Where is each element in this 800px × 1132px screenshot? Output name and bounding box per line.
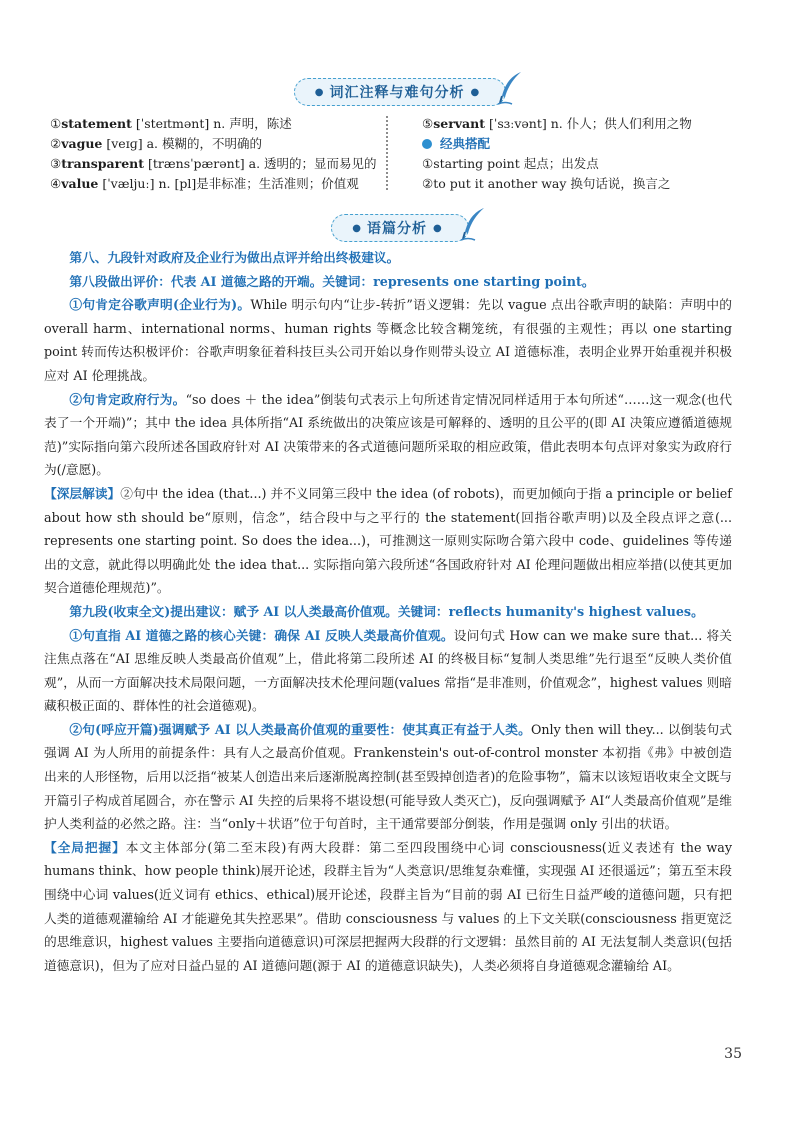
vocab-definition: n. 声明，陈述 bbox=[213, 116, 292, 131]
vocab-item: ④value [ˈvæljuː] n. [pl]是非标准；生活准则；价值观 bbox=[50, 176, 359, 191]
vocab-section-header bbox=[0, 76, 800, 108]
quill-pen-icon bbox=[460, 206, 486, 242]
vocab-word: vague bbox=[61, 136, 103, 151]
para8-deep-reading bbox=[44, 482, 732, 600]
vocab-section-title: 词汇注释与难句分析 bbox=[329, 85, 465, 101]
vocab-item: ③transparent [trænsˈpærənt] a. 透明的；显而易见的 bbox=[50, 156, 377, 171]
phrases-title: 经典搭配 bbox=[440, 136, 491, 151]
overview-paragraph bbox=[44, 836, 732, 978]
analysis-section-header bbox=[0, 212, 800, 244]
para9-s1-lead: ①句直指 AI 道德之路的核心关键：确保 AI 反映人类最高价值观。 bbox=[69, 627, 454, 643]
vocab-phonetic: [veɪɡ] bbox=[106, 136, 143, 151]
column-divider bbox=[386, 116, 388, 190]
vocab-phonetic: [ˈsɜːvənt] bbox=[489, 116, 547, 131]
deep-reading-tag: 【深层解读】 bbox=[44, 485, 121, 501]
para8-sentence1 bbox=[44, 293, 732, 387]
analysis-body bbox=[44, 246, 732, 977]
dot-icon: ● bbox=[314, 86, 324, 98]
vocab-word: servant bbox=[433, 116, 486, 131]
vocab-definition: n. [pl]是非标准；生活准则；价值观 bbox=[158, 176, 359, 191]
vocab-item: ①statement [ˈsteɪtmənt] n. 声明，陈述 bbox=[50, 116, 292, 131]
dot-icon: ● bbox=[470, 86, 480, 98]
para9-s2-lead: ②句(呼应开篇)强调赋予 AI 以人类最高价值观的重要性：使其真正有益于人类。 bbox=[69, 721, 531, 737]
para9-s2-text: Only then will they... 以倒装句式强调 AI 为人所用的前提条件：具有人之最高价值观。Frankenstein's out-of-control monster 本初指《弗》中被创造出来的人形怪物，后用以泛指“被某人创造出来后逐渐脱离控制(甚至毁掉创造者)的危险事物”，篇末以该短语收束全文既与开篇引子构成首尾圆合，亦在警示 AI 失控的后果将不堪设想(可能导致人类灭亡)，反向强调赋予 AI“人类最高价值观”是维护人类利益的必然之路。注：当“only＋状语”位于句首时，主干通常要部分倒装，作用是强调 only 引出的状语。 bbox=[44, 721, 732, 832]
para8-sentence2 bbox=[44, 388, 732, 482]
para8-s1-text: While 明示句内“让步-转折”语义逻辑：先以 vague 点出谷歌声明的缺陷：声明中的 overall harm、international norms、human rights 等概念比较含糊笼统，有很强的主观性；再以 one starting point 转而传达积极评价：谷歌声明象征着科技巨头公司开始以身作则带头设立 AI 道德标准，表明企业界开始重视并积极应对 AI 伦理挑战。 bbox=[44, 297, 732, 383]
vocab-left-column bbox=[50, 114, 395, 194]
phrase-item: ②to put it another way 换句话说，换言之 bbox=[422, 176, 671, 191]
vocab-phonetic: [ˈsteɪtmənt] bbox=[135, 116, 210, 131]
dot-icon: ● bbox=[433, 222, 442, 234]
dot-icon: ● bbox=[352, 222, 361, 234]
vocab-phonetic: [trænsˈpærənt] bbox=[148, 156, 245, 171]
vocab-definition: n. 仆人；供人们利用之物 bbox=[550, 116, 692, 131]
para8-s2-lead: ②句肯定政府行为。 bbox=[69, 391, 186, 407]
phrase-item: ①starting point 起点；出发点 bbox=[422, 156, 599, 171]
vocab-word: transparent bbox=[61, 156, 145, 171]
bullet-icon bbox=[422, 139, 432, 149]
para9-sentence1 bbox=[44, 624, 732, 718]
overview-text: 本文主体部分(第二至末段)有两大段群：第二至四段围绕中心词 consciousness(近义表述有 the way humans think、how people think)展开论述，段群主旨为“人类意识/思维复杂难懂，实现强 AI 还很遥远”；第五至末段围绕中心词 values(近义词有 ethics、ethical)展开论述，段群主旨为“目前的弱 AI 已衍生日益严峻的道德问题，只有把人类的道德观灌输给 AI 才能避免其失控恶果”。借助 consciousness 与 values 的上下文关联(consciousness 指更宽泛的思维意识，highest values 主要指向道德意识)可深层把握两大段群的行文逻辑：虽然目前的 AI 无法复制人类意识(包括道德意识)，但为了应对日益凸显的 AI 道德问题(源于 AI 的道德意识缺失)，人类必须将自身道德观念灌输给 AI。 bbox=[44, 839, 733, 973]
overview-tag: 【全局把握】 bbox=[44, 839, 126, 855]
para9-s1-text: 设问句式 How can we make sure that... 将关注焦点落在“AI 思维反映人类最高价值观”上，借此将第二段所述 AI 的终极目标“复制人类思维”先行退至“反映人类价值观”，从而一方面解决技术局限问题，一方面解决技术伦理问题(values 常指“是非准则，价值观念”，highest values 则暗藏积极正面的、群体性的社会道德观)。 bbox=[44, 627, 732, 714]
vocab-section-pill bbox=[294, 78, 506, 106]
vocab-definition: a. 模糊的，不明确的 bbox=[146, 136, 262, 151]
vocab-word: value bbox=[61, 176, 99, 191]
para9-heading: 第九段(收束全文)提出建议：赋予 AI 以人类最高价值观。关键词：reflects humanity's highest values。 bbox=[69, 603, 704, 619]
para8-s2-text: “so does ＋ the idea”倒装句式表示上句所述肯定情况同样适用于本句所述“……这一观念(也代表了一个开端)”；其中 the idea 具体所指“AI 系统做出的决策应该是可解释的、透明的且公平的(即 AI 决策应遵循道德规范)”实际指向第六段所述各国政府针对 AI 决策带来的各式道德问题所采取的相应政策，借此表明本句点评对象实为政府行为(/意愿)。 bbox=[44, 391, 732, 478]
vocab-item: ⑤servant [ˈsɜːvənt] n. 仆人；供人们利用之物 bbox=[422, 116, 692, 131]
deep-reading-text: ②句中 the idea (that...) 并不义同第三段中 the idea (of robots)，而更加倾向于指 a principle or belief about how sth should be“原则，信念”，结合段中与之平行的 the statement(回指谷歌声明)以及全段点评之意(... represents one starting point. So does the idea...)，可推测这一原则实际吻合第六段中 code、guidelines 等传递出的文意，就此得以明确此处 the idea that... 实际指向第六段所述“各国政府针对 AI 伦理问题做出相应举措(以使其更加契合道德伦理规范)”。 bbox=[44, 485, 733, 596]
vocab-phonetic: [ˈvæljuː] bbox=[102, 176, 155, 191]
vocab-right-column bbox=[422, 114, 760, 194]
analysis-intro: 第八、九段针对政府及企业行为做出点评并给出终极建议。 bbox=[69, 250, 400, 265]
quill-pen-icon bbox=[497, 70, 523, 106]
analysis-section-title: 语篇分析 bbox=[367, 221, 427, 237]
vocab-item: ②vague [veɪɡ] a. 模糊的，不明确的 bbox=[50, 136, 262, 151]
page-number: 35 bbox=[724, 1046, 742, 1062]
para8-s1-lead: ①句肯定谷歌声明(企业行为)。 bbox=[69, 297, 251, 313]
phrases-heading bbox=[422, 134, 760, 154]
analysis-section-pill bbox=[331, 214, 468, 242]
para8-heading: 第八段做出评价：代表 AI 道德之路的开端。关键词：represents one starting point。 bbox=[69, 273, 595, 289]
para9-sentence2 bbox=[44, 718, 732, 836]
vocab-definition: a. 透明的；显而易见的 bbox=[248, 156, 377, 171]
vocab-word: statement bbox=[61, 116, 132, 131]
